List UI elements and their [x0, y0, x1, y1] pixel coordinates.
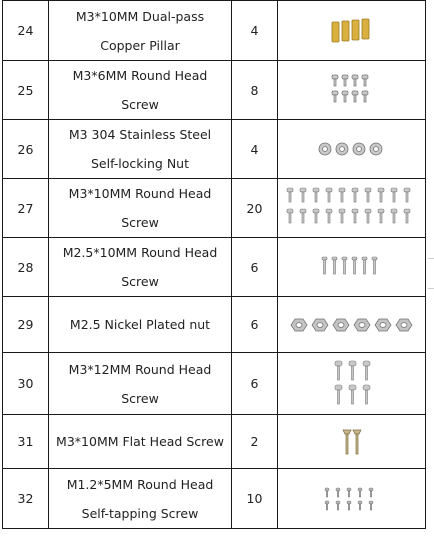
table-row	[3, 179, 426, 238]
part-name-line: Screw	[121, 390, 159, 406]
part-name-line: Copper Pillar	[100, 37, 180, 53]
part-image-cell	[278, 1, 426, 61]
self-tapping-screw-icon	[317, 481, 387, 517]
part-number: 32	[3, 469, 49, 529]
margin-mark	[428, 288, 434, 289]
part-name	[49, 238, 232, 297]
hex-nut-icon	[287, 313, 417, 337]
part-name	[49, 61, 232, 120]
part-quantity: 8	[232, 61, 278, 120]
part-name	[49, 415, 232, 469]
part-quantity: 20	[232, 179, 278, 238]
part-name-line: Screw	[121, 274, 159, 289]
part-name	[49, 353, 232, 415]
part-quantity: 10	[232, 469, 278, 529]
round-head-screw-icon	[282, 185, 422, 231]
part-name-line: M3*10MM Round Head	[68, 186, 212, 201]
table-row	[3, 120, 426, 179]
part-image-cell	[278, 415, 426, 469]
part-quantity: 6	[232, 238, 278, 297]
parts-table	[2, 0, 426, 529]
part-name-line: M3*6MM Round Head	[72, 68, 208, 83]
part-quantity: 4	[232, 1, 278, 61]
part-name	[49, 120, 232, 179]
part-image-cell	[278, 353, 426, 415]
part-name-line: Self-tapping Screw	[81, 505, 199, 521]
part-image-cell	[278, 238, 426, 297]
round-head-screw-icon	[322, 358, 382, 410]
round-head-screw-icon	[322, 70, 382, 110]
part-number: 28	[3, 238, 49, 297]
table-row	[3, 1, 426, 61]
part-number: 25	[3, 61, 49, 120]
part-name-line: M3*10MM Flat Head Screw	[56, 434, 224, 449]
table-row	[3, 238, 426, 297]
margin-mark	[428, 258, 434, 259]
part-name-line: M3 304 Stainless Steel	[68, 127, 212, 142]
part-image-cell	[278, 179, 426, 238]
lock-nut-icon	[312, 134, 392, 164]
part-name-line: Screw	[121, 97, 159, 112]
part-name-line: M2.5*10MM Round Head	[62, 245, 218, 260]
part-name	[49, 469, 232, 529]
part-name-line: Screw	[121, 215, 159, 230]
table-row	[3, 469, 426, 529]
part-name-line: M1.2*5MM Round Head	[66, 476, 214, 492]
part-quantity: 2	[232, 415, 278, 469]
table-row	[3, 297, 426, 353]
part-name	[49, 297, 232, 353]
part-image-cell	[278, 297, 426, 353]
copper-pillar-icon	[322, 11, 382, 51]
round-head-screw-icon	[317, 252, 387, 282]
part-name	[49, 179, 232, 238]
part-number: 27	[3, 179, 49, 238]
part-number: 30	[3, 353, 49, 415]
table-row	[3, 61, 426, 120]
part-name	[49, 1, 232, 61]
part-name-line: M3*12MM Round Head	[68, 361, 212, 377]
part-number: 26	[3, 120, 49, 179]
part-number: 29	[3, 297, 49, 353]
part-quantity: 6	[232, 297, 278, 353]
part-number: 24	[3, 1, 49, 61]
part-name-line: M2.5 Nickel Plated nut	[69, 317, 211, 332]
table-row	[3, 353, 426, 415]
part-image-cell	[278, 61, 426, 120]
part-image-cell	[278, 469, 426, 529]
flat-head-screw-icon	[332, 424, 372, 460]
part-image-cell	[278, 120, 426, 179]
part-name-line: Self-locking Nut	[90, 156, 190, 171]
table-row	[3, 415, 426, 469]
part-number: 31	[3, 415, 49, 469]
part-name-line: M3*10MM Dual-pass	[75, 8, 205, 24]
part-quantity: 4	[232, 120, 278, 179]
part-quantity: 6	[232, 353, 278, 415]
